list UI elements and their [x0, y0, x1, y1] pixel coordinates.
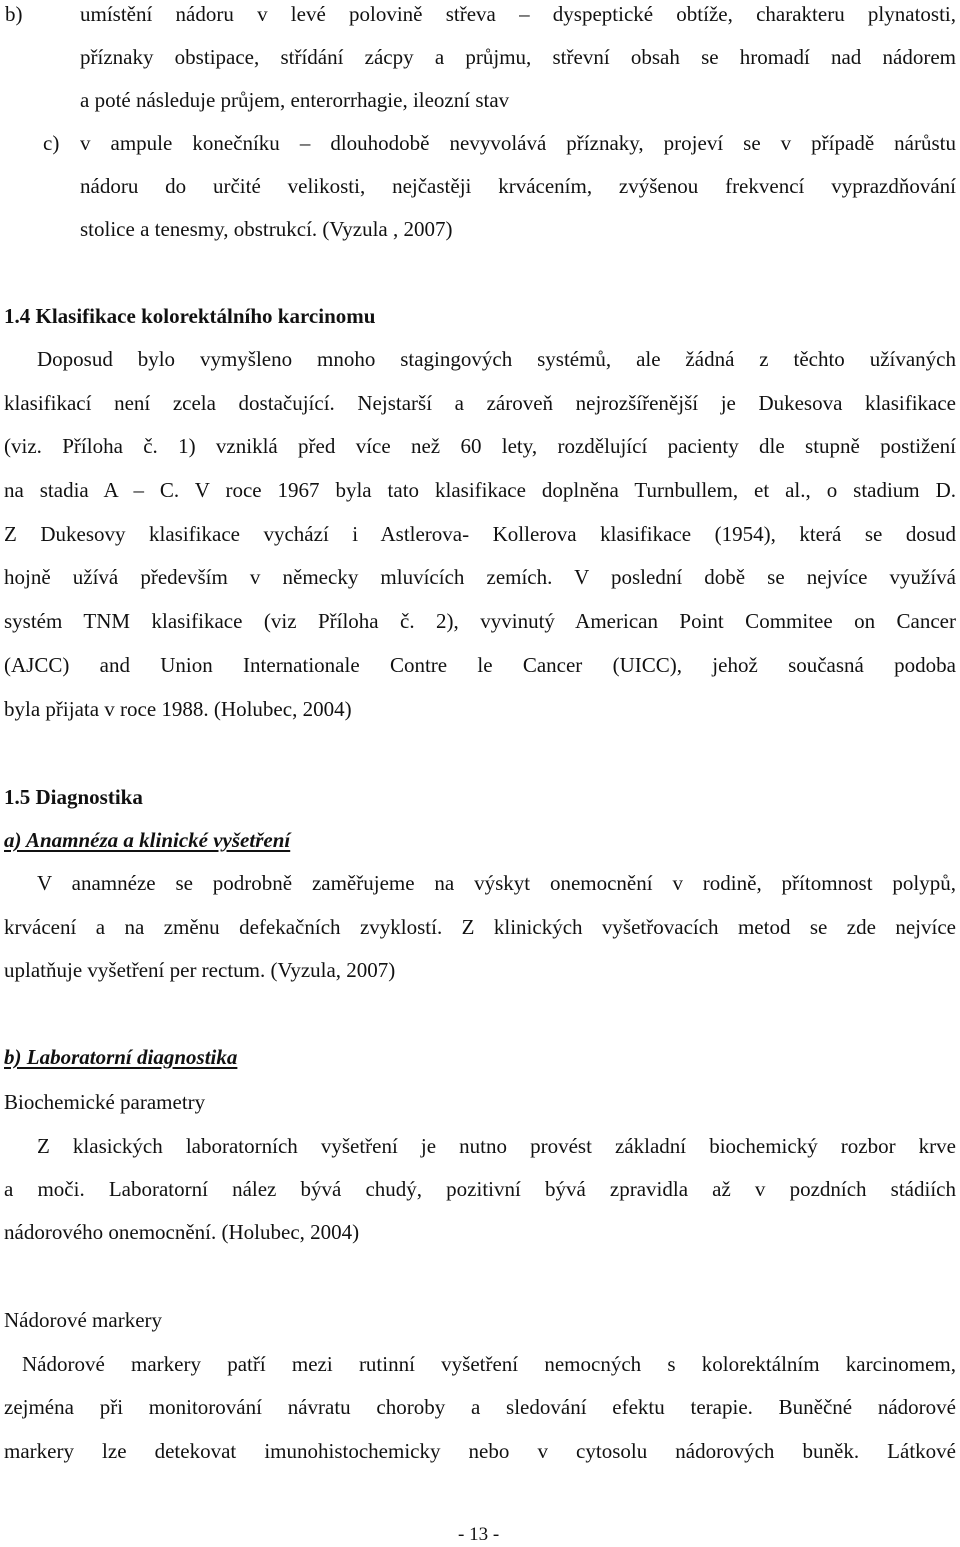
subsection-a-line-2: krvácení a na změnu defekačních zvyklostí. Z klinických vyšetřovacích metod se zde nejvíce [4, 915, 956, 939]
list-c-line-2: nádoru do určité velikosti, nejčastěji krvácením, zvýšenou frekvencí vyprazdňování [80, 174, 956, 198]
list-marker-b: b) [5, 2, 23, 26]
subsection-a-heading: a) Anamnéza a klinické vyšetření [4, 828, 291, 852]
section-1-4-line-5: Z Dukesovy klasifikace vychází i Astlerova- Kollerova klasifikace (1954), která se dosud [4, 522, 956, 546]
markers-title: Nádorové markery [4, 1308, 163, 1332]
list-b-line-1: umístění nádoru v levé polovině střeva – dyspeptické obtíže, charakteru plynatosti, [80, 2, 956, 26]
biochem-line-3: nádorového onemocnění. (Holubec, 2004) [4, 1220, 360, 1244]
markers-line-2: zejména při monitorování návratu choroby a sledování efektu terapie. Buněčné nádorové [4, 1395, 956, 1419]
section-1-4-heading: 1.4 Klasifikace kolorektálního karcinomu [4, 304, 376, 328]
biochem-title: Biochemické parametry [4, 1090, 206, 1114]
section-1-4-line-1: Doposud bylo vymyšleno mnoho stagingových systémů, ale žádná z těchto užívaných [37, 347, 956, 371]
list-b-line-2: příznaky obstipace, střídání zácpy a průjmu, střevní obsah se hromadí nad nádorem [80, 45, 956, 69]
section-1-4-line-3: (viz. Příloha č. 1) vzniklá před více než 60 lety, rozdělující pacienty dle stupně postižení [4, 434, 956, 458]
section-1-4-line-2: klasifikací není zcela dostačující. Nejstarší a zároveň nejrozšířenější je Dukesova klasifikace [4, 391, 956, 415]
page-number: - 13 - [458, 1524, 500, 1545]
list-b-line-3: a poté následuje průjem, enterorrhagie, ileozní stav [80, 88, 510, 112]
list-c-line-1: v ampule konečníku – dlouhodobě nevyvolává příznaky, projeví se v případě nárůstu [80, 131, 956, 155]
subsection-b-heading: b) Laboratorní diagnostika [4, 1045, 238, 1069]
section-1-4-line-4: na stadia A – C. V roce 1967 byla tato klasifikace doplněna Turnbullem, et al., o stadium D. [4, 478, 956, 502]
list-c-line-3: stolice a tenesmy, obstrukcí. (Vyzula , 2007) [80, 217, 453, 241]
section-1-4-line-8: (AJCC) and Union Internationale Contre le Cancer (UICC), jehož současná podoba [4, 653, 956, 677]
biochem-line-1: Z klasických laboratorních vyšetření je nutno provést základní biochemický rozbor krve [37, 1134, 956, 1158]
markers-line-3: markery lze detekovat imunohistochemicky nebo v cytosolu nádorových buněk. Látkové [4, 1439, 956, 1463]
list-marker-c: c) [43, 131, 60, 155]
section-1-4-line-6: hojně užívá především v německy mluvících zemích. V poslední době se nejvíce využívá [4, 565, 956, 589]
section-1-5-heading: 1.5 Diagnostika [4, 785, 143, 809]
subsection-a-line-3: uplatňuje vyšetření per rectum. (Vyzula, 2007) [4, 958, 396, 982]
biochem-line-2: a moči. Laboratorní nález bývá chudý, pozitivní bývá zpravidla až v pozdních stádiích [4, 1177, 956, 1201]
markers-line-1: Nádorové markery patří mezi rutinní vyšetření nemocných s kolorektálním karcinomem, [22, 1352, 956, 1376]
subsection-a-line-1: V anamnéze se podrobně zaměřujeme na výskyt onemocnění v rodině, přítomnost polypů, [37, 871, 956, 895]
section-1-4-line-9: byla přijata v roce 1988. (Holubec, 2004) [4, 697, 352, 721]
section-1-4-line-7: systém TNM klasifikace (viz Příloha č. 2), vyvinutý American Point Commitee on Cancer [4, 609, 956, 633]
